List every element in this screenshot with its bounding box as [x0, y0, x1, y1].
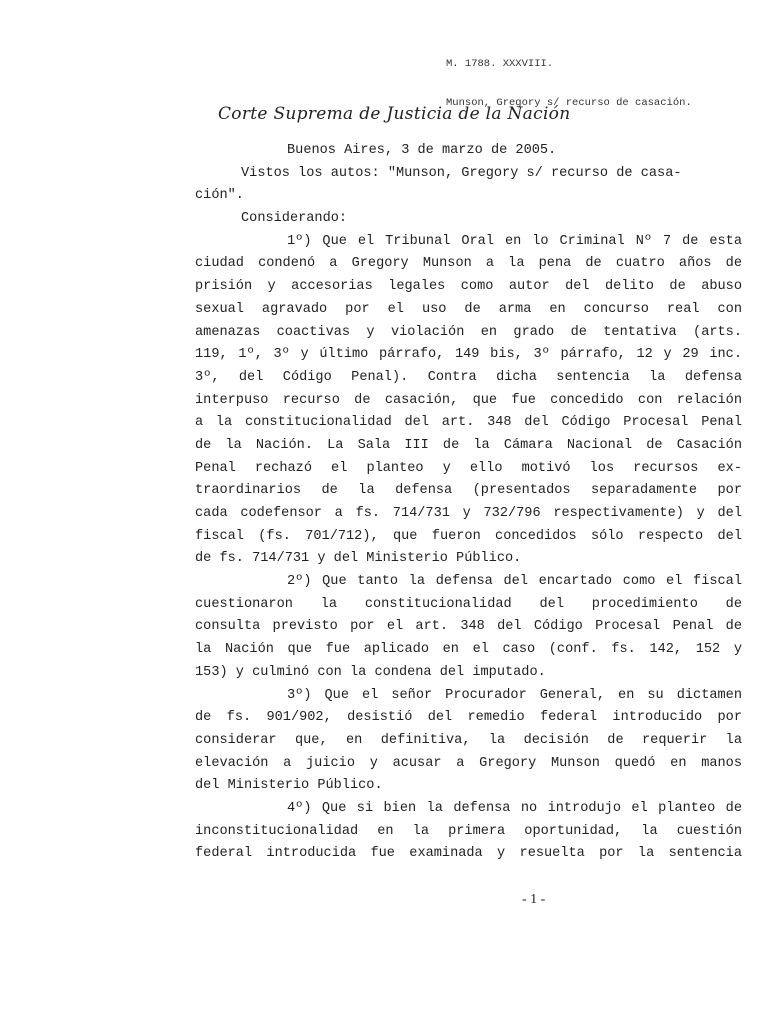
- text-line: consulta previsto por el art. 348 del Código Procesal Penal de: [195, 619, 742, 635]
- text-line: inconstitucionalidad en la primera oportunidad, la cuestión: [195, 823, 742, 839]
- text-line: federal introducida fue examinada y resuelta por la sentencia: [195, 846, 742, 862]
- text-line: interpuso recurso de casación, que fue concedido con relación: [195, 392, 742, 408]
- text-line: sexual agravado por el uso de arma en concurso real con: [195, 301, 742, 317]
- case-title: Munson, Gregory s/ recurso de casación.: [446, 97, 692, 109]
- text-line: amenazas coactivas y violación en grado de tentativa (arts.: [195, 324, 742, 340]
- text-line: de fs. 901/902, desistió del remedio federal introducido por: [195, 710, 742, 726]
- text-line: del Ministerio Público.: [195, 778, 383, 794]
- date-line: Buenos Aires, 3 de marzo de 2005.: [287, 143, 557, 158]
- text-line: 153) y culminó con la condena del imputado.: [195, 664, 546, 680]
- text-line: 2º) Que tanto la defensa del encartado como el fiscal: [287, 574, 742, 590]
- text-line: ción".: [195, 188, 244, 204]
- text-line: de fs. 714/731 y del Ministerio Público.: [195, 551, 522, 567]
- ruling-text: [195, 140, 742, 866]
- text-line: traordinarios de la defensa (presentados separadamente por: [195, 483, 742, 499]
- text-line: 3º, del Código Penal). Contra dicha sentencia la defensa: [195, 369, 742, 385]
- text-line: prisión y accesorias legales como autor del delito de abuso: [195, 279, 742, 295]
- text-line: Penal rechazó el planteo y ello motivó los recursos ex-: [195, 460, 742, 476]
- text-line: a la constitucionalidad del art. 348 del Código Procesal Penal: [195, 415, 742, 431]
- text-line: de la Nación. La Sala III de la Cámara Nacional de Casación: [195, 437, 742, 453]
- text-line: elevación a juicio y acusar a Gregory Munson quedó en manos: [195, 755, 742, 771]
- text-line: 1º) Que el Tribunal Oral en lo Criminal Nº 7 de esta: [287, 233, 742, 249]
- case-number: M. 1788. XXXVIII.: [446, 58, 554, 70]
- text-line: cuestionaron la constitucionalidad del procedimiento de: [195, 596, 742, 612]
- text-line: cada codefensor a fs. 714/731 y 732/796 respectivamente) y del: [195, 506, 742, 521]
- court-title: Corte Suprema de Justicia de la Nación: [218, 104, 571, 124]
- text-line: considerar que, en definitiva, la decisión de requerir la: [195, 732, 742, 748]
- text-line: Vistos los autos: "Munson, Gregory s/ recurso de casa-: [241, 165, 682, 181]
- text-line: 4º) Que si bien la defensa no introdujo el planteo de: [287, 800, 742, 816]
- considerando-heading: Considerando:: [241, 211, 348, 227]
- text-line: ciudad condenó a Gregory Munson a la pena de cuatro años de: [195, 256, 742, 272]
- text-line: 119, 1º, 3º y último párrafo, 149 bis, 3º párrafo, 12 y 29 inc.: [195, 347, 742, 363]
- text-line: fiscal (fs. 701/712), que fueron concedidos sólo respecto del: [195, 528, 742, 544]
- page-number: - 1 -: [522, 892, 546, 907]
- text-line: 3º) Que el señor Procurador General, en su dictamen: [287, 687, 742, 703]
- text-line: la Nación que fue aplicado en el caso (conf. fs. 142, 152 y: [195, 642, 742, 658]
